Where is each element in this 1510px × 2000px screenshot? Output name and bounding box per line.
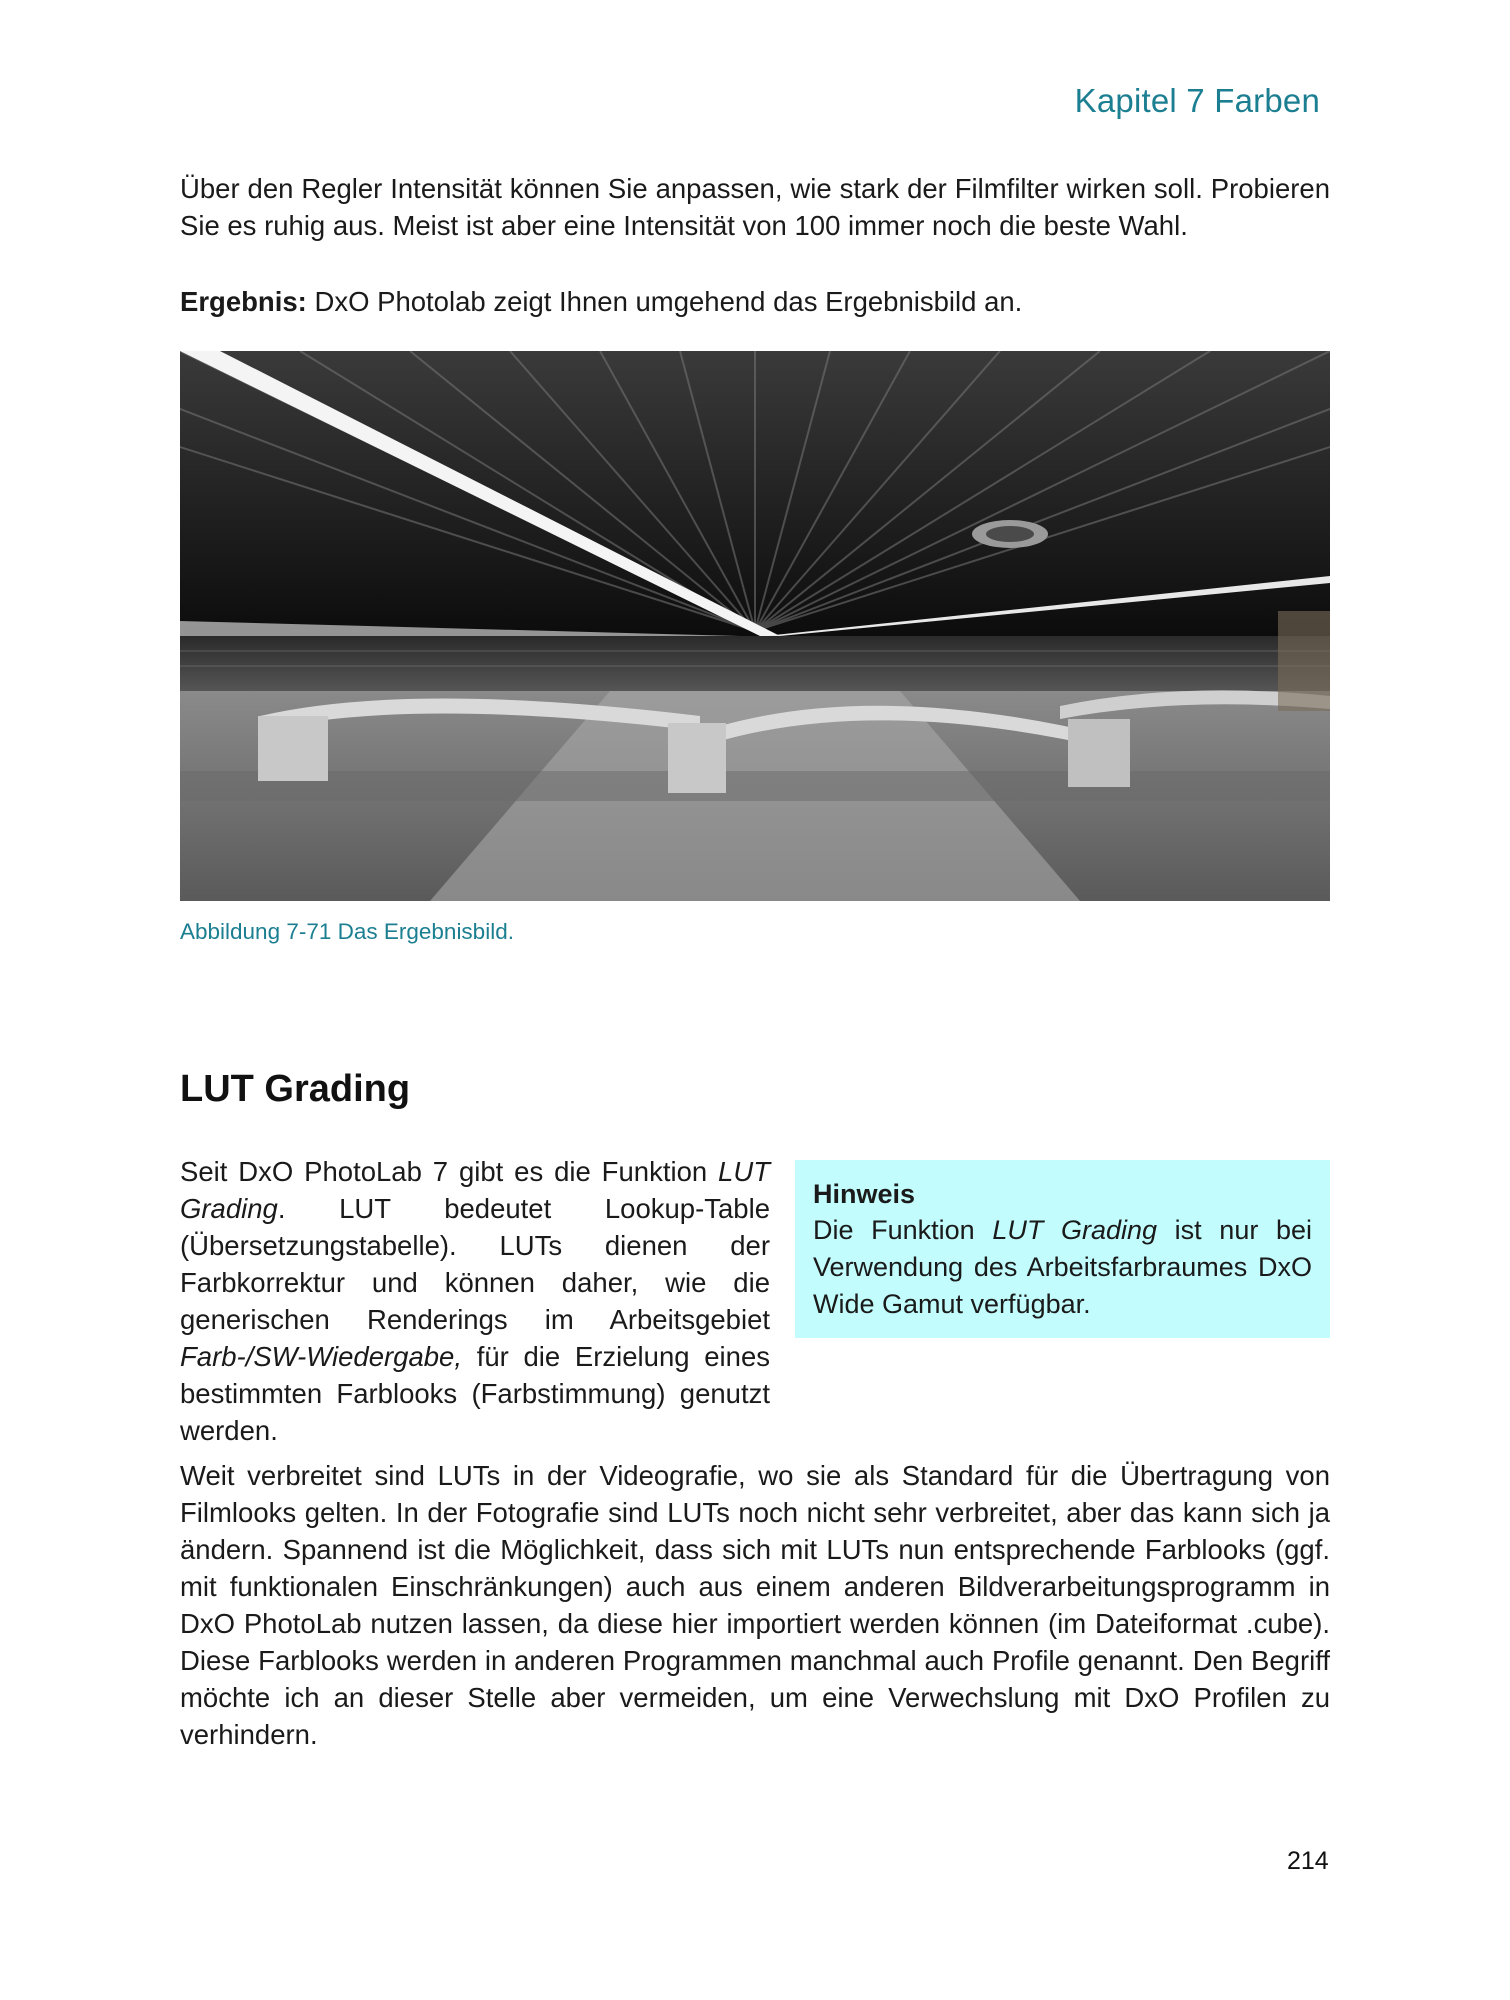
- lut-intro-paragraph: [180, 1153, 770, 1449]
- lut-intro-italic-2: Farb-/SW-Wiedergabe,: [180, 1341, 462, 1372]
- intro-paragraph: Über den Regler Intensität können Sie anpassen, wie stark der Filmfilter wirken soll. Probieren Sie es ruhig aus. Meist ist aber eine Intensität von 100 immer noch die beste Wahl.: [180, 173, 1330, 241]
- note-box: [795, 1160, 1330, 1338]
- note-text: [813, 1212, 1312, 1323]
- result-paragraph: [180, 283, 1330, 320]
- figure-caption: Abbildung 7-71 Das Ergebnisbild.: [180, 919, 514, 944]
- lut-intro-text-1: Seit DxO PhotoLab 7 gibt es die Funktion: [180, 1156, 719, 1187]
- note-text-2: ist nur bei Verwendung des Arbeitsfarbraumes DxO Wide Gamut verfügbar.: [813, 1215, 1312, 1319]
- lut-intro-text-3: für die Erzielung eines bestimmten Farblooks (Farbstimmung) genutzt werden.: [180, 1341, 770, 1446]
- lut-intro-italic-1: LUT Grading: [180, 1156, 770, 1224]
- note-text-1: Die Funktion: [813, 1215, 993, 1245]
- section-heading: LUT Grading: [180, 1068, 411, 1110]
- lut-usage-paragraph: Weit verbreitet sind LUTs in der Videografie, wo sie als Standard für die Übertragung von Filmlooks gelten. In der Fotografie sind LUTs noch nicht sehr verbreitet, aber das kann sich ja ändern. Spannend ist die Möglichkeit, dass sich mit LUTs nun entsprechende Farblooks (ggf. mit funktionalen Einschränkungen) auch aus einem anderen Bildverarbeitungsprogramm in DxO PhotoLab nutzen lassen, da diese hier importiert werden können (im Dateiformat .cube). Diese Farblooks werden in anderen Programmen manchmal auch Profile genannt. Den Begriff möchte ich an dieser Stelle aber vermeiden, um eine Verwechslung mit DxO Profilen zu verhindern.: [180, 1460, 1330, 1750]
- result-photo: [180, 351, 1330, 901]
- note-title: Hinweis: [813, 1179, 916, 1209]
- note-italic: LUT Grading: [992, 1215, 1158, 1245]
- chapter-header: Kapitel 7 Farben: [1074, 82, 1320, 119]
- page-number: 214: [1287, 1847, 1329, 1875]
- hall-photo-image: [180, 351, 1330, 901]
- result-text: DxO Photolab zeigt Ihnen umgehend das Ergebnisbild an.: [306, 286, 1023, 317]
- result-label: Ergebnis:: [180, 286, 307, 317]
- lut-intro-text-2: . LUT bedeutet Lookup-Table (Übersetzungstabelle). LUTs dienen der Farbkorrektur und können daher, wie die generischen Renderings im Arbeitsgebiet: [180, 1193, 770, 1335]
